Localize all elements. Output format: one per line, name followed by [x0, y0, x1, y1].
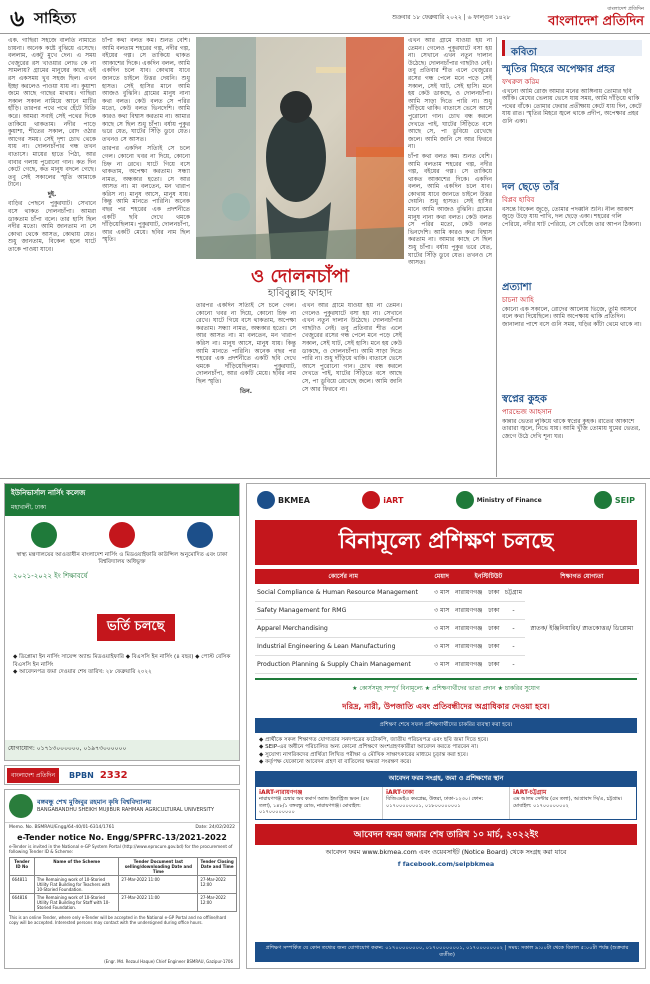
- poem-author: বিপ্লব হাবিব: [502, 196, 535, 204]
- story-text: এখন আর গ্রামে যাওয়া হয় না তেমন। গেলেও পুকুরঘাটে বসা হয় না। সেখানে এখন নতুন দালান উঠেছে। দোলনচাঁপার গাছটাও নেই। তবু প্রতিবার শীত এলে খেজুরের রসের গন্ধ পেলে মনে পড়ে সেই সকাল, সেই ঘাট, সেই হাসি। মনে হয় কেউ ডাকছে, ও দোলনচাঁপা। আমি সাড়া দিতে পারি না। শুধু দাঁড়িয়ে থাকি। বাতাসে ভেসে আসে পুরোনো গান। চোখ বন্ধ করলে দেখতে পাই, ঘাটের সিঁড়িতে বসে আছে সে, পা ডুবিয়ে রেখেছে জলে। আমি জানি সে আর ফিরবে না।: [302, 302, 402, 393]
- admission-banner: ভর্তি চলছে: [97, 614, 175, 641]
- course-table: [255, 569, 639, 674]
- condition-item: ◆ প্রার্থীকে সকল শিক্ষাগত যোগ্যতার সনদপত্রের ফটোকপি, জাতীয় পরিচয়পত্র এবং ছবি জমা দিতে হবে।: [259, 737, 489, 743]
- story-text: এক. গাছিরা সহজে বালতি নামাতে চায়না। অনেক কষ্টে বুঝিয়ে এসেছে। বললাম, একটু মুখে দেন। এ সময় খেজুরের রস খাওয়ার লোভ কে না সামলায়? গ্রামের মানুষের কাছে এই রস একসময় খুব সহজ ছিল। এখন ইচ্ছা করলেও পাওয়া যায় না। কুয়াশা জমে আছে গাছের মাথায়। গাছিরা সকাল সকাল নামিয়ে আনে মাটির হাঁড়ি। তারপর পথে পথে হেঁটে বিক্রি করে। আমরা সবাই সেই পথের দিকে তাকিয়ে থাকতাম। নদীর পাড়ে কুয়াশা, শীতের সকাল, রোদ ওঠার আগের সময়। সেই দৃশ্য চোখ থেকে যায় না। দোলনচাঁপার গন্ধ তখন বাতাসে। মায়ের হাতে পিঠা, আর বাবার গলায় পুরোনো গান। কত দিন কেটে গেছে, কত মানুষ বদলে গেছে। তবু সেই সকালের স্মৃতি আমাকে টানে।: [8, 37, 96, 189]
- poem-text: কান্নার ভেতর লুকিয়ে থাকে স্বপ্নের কুহক। রাতের আকাশে তারারা জ্বলে, নিভে যায়। আমি খুঁজি তোমায় ঘুমের ভেতর, জেগে উঠে দেখি শূন্য ঘর।: [502, 418, 641, 440]
- poem-title: স্বপ্নের কুহক: [502, 394, 547, 405]
- kobita-label-box: [502, 40, 642, 56]
- institute-cell: নারায়ণগঞ্জ: [452, 656, 486, 674]
- nursing-contact: যোগাযোগ: ০১৭১৩০০০০০০, ০১৯৭৩০০০০০০: [5, 740, 239, 760]
- table-row: [10, 876, 237, 894]
- bpbn-number: 2332: [99, 769, 128, 781]
- bpbn-name: BPBN: [69, 770, 94, 780]
- table-header: মেয়াদ: [431, 569, 452, 584]
- story-title: ও দোলনচাঁপা: [250, 266, 350, 287]
- story-text: তারপর একদিন সত্যিই সে চলে গেল। কোনো খবর না দিয়ে, কোনো চিহ্ন না রেখে। ঘাটে গিয়ে বসে থাকতাম, অপেক্ষা করতাম। সন্ধ্যা নামত, অন্ধকার হতো। সে আর আসত না। মা বলতেন, মন খারাপ করিস না। মানুষ আসে, মানুষ যায়। কিন্তু আমি মানতে পারিনি। অনেক বছর পর শহরের এক প্রদর্শনীতে একটি ছবি দেখে থমকে দাঁড়িয়েছিলাম। পুকুরঘাট, দোলনচাঁপা, আর একটি মেয়ে। ছবির নাম ছিল স্মৃতি।: [196, 302, 296, 385]
- office-address: বিজিএমইএ কমপ্লেক্স, উত্তরা, ঢাকা-১২৩০। ফোন: ০১৭০০০০০০০১, ০১৮০০০০০০০১: [386, 796, 484, 809]
- masthead-logo: [514, 6, 644, 30]
- institute-cell: চট্টগ্রাম: [502, 584, 525, 602]
- office-card: [383, 787, 510, 819]
- tender-footer: This is an online Tender, where only e-Tender will be accepted in the National e-GP Portal and no offline/hard copy will be accepted. Interested persons may contact with the undersigned during office hours.: [9, 915, 227, 925]
- story-subheading: তিন.: [239, 387, 253, 395]
- poem-author: ফখরুল করিম: [502, 78, 540, 86]
- course-name: Industrial Engineering & Lean Manufacturing: [255, 638, 431, 656]
- tender-table: [9, 857, 237, 912]
- masthead-name: বাংলাদেশ প্রতিদিন: [548, 14, 644, 29]
- office-name: iART-ঢাকা: [386, 788, 414, 796]
- table-cell: 27-Mar-2022 11:00: [119, 876, 198, 894]
- table-header: কোর্সের নাম: [255, 569, 431, 584]
- bpbn-strip: [4, 765, 240, 785]
- job-placement-note: প্রশিক্ষণ শেষে সফল প্রশিক্ষণার্থীদের চাকরির ব্যবস্থা করা হবে।: [255, 718, 637, 733]
- bkmea-icon: [257, 491, 275, 509]
- story-column-3: [196, 302, 296, 474]
- deadline-banner: আবেদন ফরম জমার শেষ তারিখ ১০ মার্চ, ২০২২ইং: [255, 824, 637, 845]
- training-headline: বিনামূল্যে প্রশিক্ষণ চলছে: [255, 520, 637, 565]
- seip-icon: [594, 491, 612, 509]
- course-name: Social Compliance & Human Resource Management: [255, 584, 431, 602]
- course-name: Apparel Merchandising: [255, 620, 431, 638]
- kobita-label: কবিতা: [511, 47, 537, 58]
- table-header-row: [10, 858, 237, 876]
- facebook-link[interactable]: f facebook.com/seipbkmea: [397, 860, 495, 868]
- institute-cell: -: [502, 656, 525, 674]
- course-duration: ৩ মাস: [431, 584, 452, 602]
- conditions-list: [259, 737, 633, 767]
- institute-cell: নারায়ণগঞ্জ: [452, 620, 486, 638]
- painting-image: [196, 37, 404, 259]
- institute-cell: নারায়ণগঞ্জ: [452, 584, 486, 602]
- office-name: iART-চট্টগ্রাম: [513, 788, 547, 796]
- table-header-row: [255, 569, 639, 584]
- iart-logo: iART: [362, 491, 403, 509]
- office-card: [256, 787, 383, 819]
- poem-title: স্মৃতির মিহরে অপেক্ষার প্রহর: [502, 64, 615, 75]
- office-address: এম আলম সেন্টার (৫ম তলা), আগ্রাবাদ সি/এ, চট্টগ্রাম। মোবাইল: ০১৭০০০০০০০২: [513, 796, 623, 809]
- poem-text: এখনো আমি রোজ আমার মনের আঙ্গিনায় তোমার ছবি আঁকি। মেঘের ভেলায় ভেসে যায় সময়, আমি দাঁড়িয়ে থাকি পথের বাঁকে। তোমার ফেরার প্রতীক্ষায় কেটে যায় দিন, কেটে যায় রাত। স্মৃতির মিহরে জ্বলে থাকে প্রদীপ, অপেক্ষার প্রহর গুনি একা।: [502, 88, 642, 125]
- table-cell: 664816: [10, 894, 35, 912]
- deadline-note: ◆ আবেদনপত্র জমা দেওয়ার শেষ তারিখ: ২৮ ফেব্রুয়ারি ২০২২: [13, 669, 152, 675]
- ministry-seal-icon: [456, 491, 474, 509]
- benefits-line: ★ কোর্সসমূহ সম্পূর্ণ বিনামূল্যে ★ প্রশিক্ষণার্থীদের ভাতা প্রদান ★ চাকরির সুযোগ: [255, 678, 637, 697]
- institute-cell: ঢাকা: [486, 584, 503, 602]
- university-seal-icon: [9, 794, 33, 818]
- contact-footer: প্রশিক্ষণ সম্পর্কিত যে কোন তথ্যের জন্য যোগাযোগ করুন: ০১৭০০০০০০০০, ০১৭০০০০০০০১, ০১৭০০০০০০০২ | সময়: সকাল ৯:০০টা থেকে বিকাল ৫:০০টা পর্যন্ত (শুক্রবার ব্যতীত): [255, 942, 639, 962]
- sponsor-logos: [247, 484, 645, 516]
- course-duration: ৩ মাস: [431, 638, 452, 656]
- advertisement-area: [0, 478, 650, 984]
- office-card: [510, 787, 636, 819]
- institute-cell: -: [502, 620, 525, 638]
- course-name: Production Planning & Supply Chain Management: [255, 656, 431, 674]
- story-author: হাবিবুল্লাহ ফাহাদ: [267, 288, 333, 299]
- table-header: শিক্ষাগত যোগ্যতা: [525, 569, 639, 584]
- story-column-2: [102, 37, 190, 475]
- dateline: শুক্রবার ১৮ ফেব্রুয়ারি ২০২২ | ৬ ফাল্গুন ১৪২৮: [392, 14, 511, 21]
- institute-cell: নারায়ণগঞ্জ: [452, 638, 486, 656]
- nursing-blurb: স্বাস্থ্য মন্ত্রণালয়ের আওতাধীন বাংলাদেশ নার্সিং ও মিডওয়াইফারি কাউন্সিল অনুমোদিত এবং ঢাকা বিশ্ববিদ্যালয় অধিভুক্ত: [16, 552, 228, 565]
- course-duration: ৩ মাস: [431, 602, 452, 620]
- poem-author: চাচনা আহি: [502, 296, 534, 304]
- poem-title: প্রত্যাশা: [502, 282, 532, 293]
- priority-line: দরিদ্র, নারী, উপজাতি এবং প্রতিবন্ধীদের অগ্রাধিকার দেওয়া হবে।: [342, 702, 550, 711]
- academic-year: ২০২১-২০২২ ইং শিক্ষাবর্ষে: [13, 572, 88, 580]
- seip-logo: SEIP: [594, 491, 635, 509]
- iart-icon: [362, 491, 380, 509]
- nursing-college-ad: [4, 483, 240, 761]
- office-name: iART-নারায়ণগঞ্জ: [259, 788, 303, 796]
- tender-title: e-Tender notice No. Engg/SPFRC-13/2021-2022: [17, 833, 227, 842]
- logo-icon: [109, 522, 135, 548]
- story-text: বাড়ির পেছনে পুকুরঘাট। সেখানে বসে থাকত দোলনচাঁপা। আমরা ডাকতাম চাঁপা বলে। তার হাসি ছিল নদীর মতো। আমি জানতাম না সে কোথা থেকে আসত, কোথায় যেত। শুধু জানতাম, বিকেল হলে ঘাটে তাকে পাওয়া যাবে।: [8, 200, 96, 254]
- table-cell: 27-Mar-2022 12:00: [198, 894, 237, 912]
- bpbn-tag: বাংলাদেশ প্রতিদিন: [7, 768, 59, 783]
- poem-text: বসন্তে বিকেল জুড়ে, তোমার পদধ্বনি শুনি। নীল আকাশ জুড়ে উড়ে যায় পাখি, দল ছেড়ে একা। শহরের গলি পেরিয়ে, নদীর ঘাট পেরিয়ে, সে খোঁজে তার আপন ঠিকানা।: [502, 206, 642, 228]
- story-text: তারপর একদিন সত্যিই সে চলে গেল। কোনো খবর না দিয়ে, কোনো চিহ্ন না রেখে। ঘাটে গিয়ে বসে থাকতাম, অপেক্ষা করতাম। সন্ধ্যা নামত, অন্ধকার হতো। সে আর আসত না। মা বলতেন, মন খারাপ করিস না। মানুষ আসে, মানুষ যায়। কিন্তু আমি মানতে পারিনি। অনেক বছর পর শহরের এক প্রদর্শনীতে একটি ছবি দেখে থমকে দাঁড়িয়েছিলাম। পুকুরঘাট, দোলনচাঁপা, আর একটি মেয়ে। ছবির নাম ছিল স্মৃতি।: [102, 145, 190, 244]
- story-text: চাঁপা কথা বলত কম। শুনত বেশি। আমি বলতাম শহরের গল্প, নদীর গল্প, বইয়ের গল্প। সে তাকিয়ে থাকত আকাশের দিকে। একদিন বলল, আমি একদিন চলে যাব। কোথায় যাবে জানতে চাইলে উত্তর দেয়নি। শুধু হাসত। সেই হাসির মানে আমি আজও বুঝিনি। গ্রামের মানুষ নানা কথা বলত। কেউ বলত সে পরির মতো, কেউ বলত ভিনদেশি। আমি কারও কথা বিশ্বাস করতাম না। আমার কাছে সে ছিল শুধু চাঁপা। বর্ষায় পুকুর ভরে যেত, ঘাটের সিঁড়ি ডুবে যেত। তখনও সে আসত।: [408, 152, 492, 267]
- table-header: Tender Closing Date and Time: [198, 858, 237, 876]
- story-illustration: [196, 37, 404, 259]
- institute-cell: ঢাকা: [486, 602, 503, 620]
- nursing-college-name: ইউনিভার্সাল নার্সিং কলেজ: [5, 484, 239, 502]
- accreditation-logos: [5, 522, 239, 548]
- story-subheading: দুই.: [47, 190, 57, 198]
- table-cell: 664811: [10, 876, 35, 894]
- tender-notice: [4, 789, 240, 969]
- qualification-cell: স্নাতক/ ইঞ্জিনিয়ারিং/ স্নাতকোত্তর/ ডিপ্লোমা: [525, 584, 639, 674]
- institute-cell: -: [502, 638, 525, 656]
- table-row: [255, 584, 639, 602]
- nursing-college-location: মহাখালী, ঢাকা: [5, 502, 239, 516]
- office-list: [255, 786, 637, 820]
- story-column-1: [8, 37, 96, 475]
- course-list: [13, 654, 233, 677]
- condition-item: ◆ সুযোগ্য নাগরিকদের প্রার্থিতা লিখিত পরীক্ষা ও মৌখিক সাক্ষাৎকারের মাধ্যমে চূড়ান্ত করা হবে।: [259, 751, 468, 758]
- story-text: এখন আর গ্রামে যাওয়া হয় না তেমন। গেলেও পুকুরঘাটে বসা হয় না। সেখানে এখন নতুন দালান উঠেছে। দোলনচাঁপার গাছটাও নেই। তবু প্রতিবার শীত এলে খেজুরের রসের গন্ধ পেলে মনে পড়ে সেই সকাল, সেই ঘাট, সেই হাসি। মনে হয় কেউ ডাকছে, ও দোলনচাঁপা। আমি সাড়া দিতে পারি না। শুধু দাঁড়িয়ে থাকি। বাতাসে ভেসে আসে পুরোনো গান। চোখ বন্ধ করলে দেখতে পাই, ঘাটের সিঁড়িতে বসে আছে সে, পা ডুবিয়ে রেখেছে জলে। আমি জানি সে আর ফিরবে না।: [408, 37, 492, 151]
- bkmea-logo: BKMEA: [257, 491, 310, 509]
- institute-cell: ঢাকা: [486, 620, 503, 638]
- course-name: Safety Management for RMG: [255, 602, 431, 620]
- logo-icon: [187, 522, 213, 548]
- university-name-bn: বঙ্গবন্ধু শেখ মুজিবুর রহমান কৃষি বিশ্ববিদ্যালয়: [37, 798, 152, 806]
- poem-author: পারভেজ আহসান: [502, 408, 552, 416]
- memo-date: Date: 24/02/2022: [195, 825, 235, 830]
- condition-item: ◆ কর্তৃপক্ষ যেকোনো আবেদন গ্রহণ বা বাতিলের ক্ষমতা সংরক্ষণ করে।: [259, 759, 412, 766]
- office-address: নারায়ণগঞ্জ চেম্বার অব কমার্স অ্যান্ড ইন্ডাস্ট্রিজ ভবন (৫ম তলা), ১৪৮/১ বঙ্গবন্ধু রোড, নারায়ণগঞ্জ। মোবাইল: ০১৭০০০০০০০০: [259, 796, 369, 816]
- table-header: ইনস্টিটিউট: [452, 569, 525, 584]
- story-column-5: [408, 37, 492, 475]
- column-divider: [496, 37, 497, 477]
- facebook-icon: f: [397, 860, 403, 868]
- course-line: ◆ ডিপ্লোমা ইন নার্সিং সায়েন্স অ্যান্ড মিডওয়াইফারি ◆ বিএসসি ইন নার্সিং (৪ বছর) ◆ পোস্ট বেসিক বিএসসি ইন নার্সিং: [13, 654, 231, 668]
- table-cell: The Remaining work of 10-Storied Utility Flat Building for Teachers with 10-Storied Foundation.: [34, 876, 119, 894]
- course-duration: ৩ মাস: [431, 656, 452, 674]
- logo-icon: [31, 522, 57, 548]
- poem-text: কোনো এক সকালে, রোদের আলোয় ভিজে, তুমি আসবে বলে কথা দিয়েছিলে। আমি অপেক্ষায় থাকি প্রতিদিন। জানালার পাশে বসে গুনি সময়, ঘড়ির কাঁটা থেমে থাকে না।: [502, 306, 642, 328]
- apply-header: আবেদন ফরম সংগ্রহ, জমা ও প্রশিক্ষণের স্থান: [255, 771, 637, 786]
- table-cell: The Remaining work of 10-Storied Utility Flat Building for Staff with 10-Storied Foundation.: [34, 894, 119, 912]
- poem-title: দল ছেড়ে তাঁর: [502, 182, 559, 193]
- institute-cell: ঢাকা: [486, 656, 503, 674]
- institute-cell: ঢাকা: [486, 638, 503, 656]
- table-row: [10, 894, 237, 912]
- table-header: Name of the Scheme: [34, 858, 119, 876]
- masthead-tagline: বাংলাদেশ প্রতিদিন: [607, 6, 644, 12]
- course-duration: ৩ মাস: [431, 620, 452, 638]
- table-header: Tender Document last selling/downloading Date and Time: [119, 858, 198, 876]
- memo-number: Memo. No. BSMRAU/Engg/64-40/01-6314/1761: [9, 825, 115, 830]
- table-header: Tender ID No: [10, 858, 35, 876]
- table-cell: 27-Mar-2022 11:00: [119, 894, 198, 912]
- training-ad: [246, 483, 646, 969]
- university-header: [5, 790, 239, 823]
- story-column-4: [302, 302, 402, 474]
- signatory: (Engr. Md. Rezaul Haque) Chief Engineer BSMRAU, Gazipur-1706: [104, 959, 233, 964]
- page-header: [0, 0, 650, 34]
- story-text: চাঁপা কথা বলত কম। শুনত বেশি। আমি বলতাম শহরের গল্প, নদীর গল্প, বইয়ের গল্প। সে তাকিয়ে থাকত আকাশের দিকে। একদিন বলল, আমি একদিন চলে যাব। কোথায় যাবে জানতে চাইলে উত্তর দেয়নি। শুধু হাসত। সেই হাসির মানে আমি আজও বুঝিনি। গ্রামের মানুষ নানা কথা বলত। কেউ বলত সে পরির মতো, কেউ বলত ভিনদেশি। আমি কারও কথা বিশ্বাস করতাম না। আমার কাছে সে ছিল শুধু চাঁপা। বর্ষায় পুকুর ভরে যেত, ঘাটের সিঁড়ি ডুবে যেত। তখনও সে আসত।: [102, 37, 190, 143]
- section-title: সাহিত্য: [34, 9, 77, 27]
- institute-cell: নারায়ণগঞ্জ: [452, 602, 486, 620]
- ministry-logo: Ministry of Finance: [456, 491, 542, 509]
- website-note: আবেদন ফরম www.bkmea.com এবং ওয়েবসাইট (Notice Board) থেকে সংগ্রহ করা যাবে: [325, 848, 567, 856]
- tender-description: e-Tender is invited in the National e-GP System Portal (http://www.eprocure.gov.bd) for the procurement of following Tender ID & Scheme:: [9, 844, 233, 854]
- table-cell: 27-Mar-2022 12:00: [198, 876, 237, 894]
- page-number: ৬: [10, 7, 25, 32]
- university-name-en: BANGABANDHU SHEIKH MUJIBUR RAHMAN AGRICULTURAL UNIVERSITY: [37, 807, 214, 813]
- memo-line: [5, 823, 239, 832]
- condition-item: ◆ SEIP-এর অধীনে পরিচালিত অন্য কোনো প্রশিক্ষণে অংশগ্রহণকারীরা আবেদন করতে পারবেন না।: [259, 744, 479, 751]
- institute-cell: -: [502, 602, 525, 620]
